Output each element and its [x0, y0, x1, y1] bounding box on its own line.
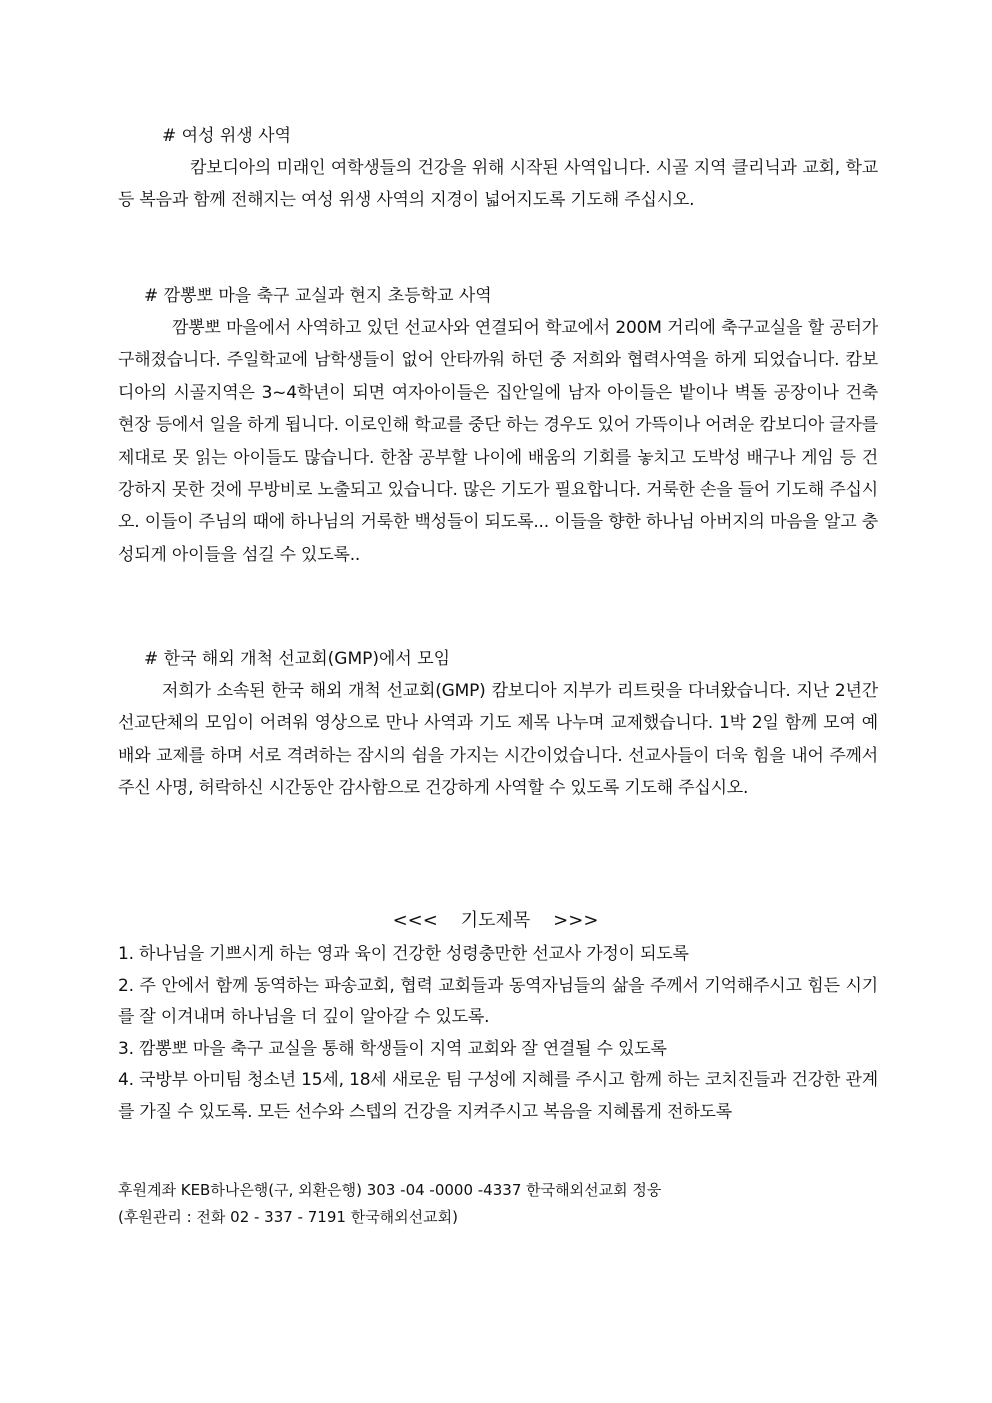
support-account: 후원계좌 KEB하나은행(구, 외환은행) 303 -04 -0000 -4337 한국해외선교회 정웅 [118, 1181, 662, 1199]
section-body: 저희가 소속된 한국 해외 개척 선교회(GMP) 캄보디아 지부가 리트릿을 다녀왔습니다. 지난 2년간 선교단체의 모임이 어려워 영상으로 만나 사역과 기도 제목 나누며 교제했습니다. 1박 2일 함께 모여 예배와 교제를 하며 서로 격려하는 잠시의 쉼을 가지는 시간이었습니다. 선교사들이 더욱 힘을 내어 주께서 주신 사명, 허락하신 시간동안 감사함으로 건강하게 사역할 수 있도록 기도해 주십시오. [118, 681, 878, 799]
section-women-hygiene [118, 120, 878, 217]
section-heading: # 여성 위생 사역 [162, 126, 291, 146]
prayer-item: 1. 하나님을 기쁘시게 하는 영과 육이 건강한 성령충만한 선교사 가정이 되도록 [118, 944, 689, 964]
support-info [118, 1177, 878, 1231]
section-body: 캄보디아의 미래인 여학생들의 건강을 위해 시작된 사역입니다. 시골 지역 클리닉과 교회, 학교 등 복음과 함께 전해지는 여성 위생 사역의 지경이 넓어지도록 기도해 주십시오. [118, 158, 878, 211]
section-gmp-meeting [118, 643, 878, 805]
prayer-requests [118, 905, 878, 1128]
section-body: 깜뽕뽀 마을에서 사역하고 있던 선교사와 연결되어 학교에서 200M 거리에 축구교실을 할 공터가 구해졌습니다. 주일학교에 남학생들이 없어 안타까워 하던 중 저희와 협력사역을 하게 되었습니다. 캄보디아의 시골지역은 3~4학년이 되면 여자아이들은 집안일에 남자 아이들은 밭이나 벽돌 공장이나 건축 현장 등에서 일을 하게 됩니다. 이로인해 학교를 중단 하는 경우도 있어 가뜩이나 어려운 캄보디아 글자를 제대로 못 읽는 아이들도 많습니다. 한참 공부할 나이에 배움의 기회를 놓치고 도박성 배구나 게임 등 건강하지 못한 것에 무방비로 노출되고 있습니다. 많은 기도가 필요합니다. 거룩한 손을 들어 기도해 주십시오. 이들이 주님의 때에 하나님의 거룩한 백성들이 되도록... 이들을 향한 하나님 아버지의 마음을 알고 충성되게 아이들을 섬길 수 있도록.. [118, 318, 878, 565]
support-contact: (후원관리 : 전화 02 - 337 - 7191 한국해외선교회) [118, 1208, 458, 1226]
prayer-item: 3. 깜뽕뽀 마을 축구 교실을 통해 학생들이 지역 교회와 잘 연결될 수 있도록 [118, 1038, 667, 1059]
prayer-title: <<< 기도제목 >>> [392, 910, 599, 931]
section-football-class [118, 280, 878, 571]
section-heading: # 한국 해외 개척 선교회(GMP)에서 모임 [144, 649, 451, 669]
prayer-item: 2. 주 안에서 함께 동역하는 파송교회, 협력 교회들과 동역자님들의 삶을 주께서 기억해주시고 힘든 시기를 잘 이겨내며 하나님을 더 깊이 알아갈 수 있도록. [118, 975, 878, 1027]
section-heading: # 깜뽕뽀 마을 축구 교실과 현지 초등학교 사역 [144, 286, 492, 306]
prayer-item: 4. 국방부 아미팀 청소년 15세, 18세 새로운 팀 구성에 지혜를 주시고 함께 하는 코치진들과 건강한 관계를 가질 수 있도록. 모든 선수와 스텝의 건강을 지켜주시고 복음을 지혜롭게 전하도록 [118, 1070, 878, 1122]
